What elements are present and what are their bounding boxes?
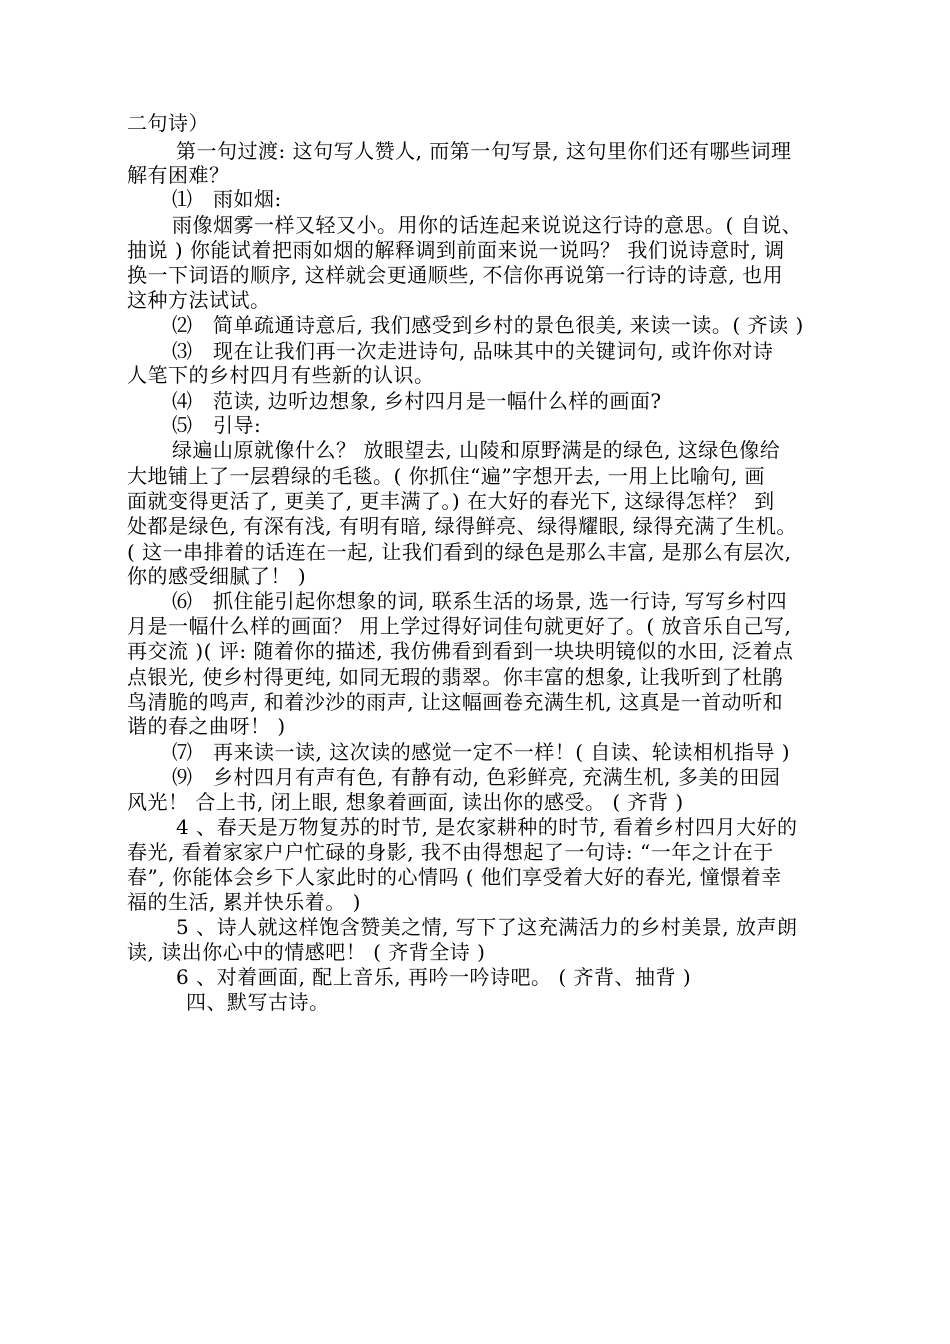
text-line: 再交流 )( 评: 随着你的描述, 我仿佛看到看到一块块明镜似的水田, 泛着点 xyxy=(127,639,794,663)
text-line: 这种方法试试。 xyxy=(127,288,271,312)
text-line: 面就变得更活了, 更美了, 更丰满了。) 在大好的春光下, 这绿得怎样？ 到 xyxy=(127,489,775,513)
section-item-5: 5 、诗人就这样饱含赞美之情, 写下了这充满活力的乡村美景, 放声朗 xyxy=(176,915,798,939)
text-line: 春光, 看着家家户户忙碌的身影, 我不由得想起了一句诗: “一年之计在于 xyxy=(127,840,774,864)
text-line: 月是一幅什么样的画面？ 用上学过得好词佳句就更好了。( 放音乐自己写, xyxy=(127,614,792,638)
text-line: 绿遍山原就像什么？ 放眼望去, 山陵和原野满是的绿色, 这绿色像给 xyxy=(172,438,781,462)
section-item-6: 6 、对着画面, 配上音乐, 再吟一吟诗吧。 ( 齐背、抽背 ) xyxy=(176,965,692,989)
text-line: 人笔下的乡村四月有些新的认识。 xyxy=(127,363,435,387)
section-item-4: 4 、春天是万物复苏的时节, 是农家耕种的时节, 看着乡村四月大好的 xyxy=(176,815,798,839)
text-line: 谐的春之曲呀！ ) xyxy=(127,714,286,738)
text-line: 解有困难？ xyxy=(127,163,230,187)
list-item-1: ⑴ 雨如烟: xyxy=(172,187,282,211)
text-line: 鸟清脆的鸣声, 和着沙沙的雨声, 让这幅画卷充满生机, 这真是一首动听和 xyxy=(127,690,784,714)
text-line: 你的感受细腻了！ ) xyxy=(127,564,307,588)
text-line: 春”, 你能体会乡下人家此时的心情吗 ( 他们享受着大好的春光, 憧憬着幸 xyxy=(127,865,782,889)
text-line: 福的生活, 累并快乐着。 ) xyxy=(127,890,361,914)
list-item-6: ⑹ 抓住能引起你想象的词, 联系生活的场景, 选一行诗, 写写乡村四 xyxy=(172,589,788,613)
list-item-3: ⑶ 现在让我们再一次走进诗句, 品味其中的关键词句, 或许你对诗 xyxy=(172,339,774,363)
text-line: 大地铺上了一层碧绿的毛毯。( 你抓住“遍”字想开去, 一用上比喻句, 画 xyxy=(127,464,766,488)
text-line: 读, 读出你心中的情感吧！ ( 齐背全诗 ) xyxy=(127,940,486,964)
section-heading-4: 四、默写古诗。 xyxy=(186,990,330,1014)
text-line: 二句诗） xyxy=(127,111,209,135)
text-line: 点银光, 使乡村得更纯, 如同无瑕的翡翠。你丰富的想象, 让我听到了杜鹃 xyxy=(127,665,784,689)
text-line: 处都是绿色, 有深有浅, 有明有暗, 绿得鲜亮、绿得耀眼, 绿得充满了生机。 xyxy=(127,514,797,538)
text-line: 风光！ 合上书, 闭上眼, 想象着画面, 读出你的感受。 ( 齐背 ) xyxy=(127,790,684,814)
list-item-5: ⑸ 引导: xyxy=(172,413,262,437)
list-item-7: ⑺ 再来读一读, 这次读的感觉一定不一样！( 自读、轮读相机指导 ) xyxy=(172,740,791,764)
text-line: 第一句过渡: 这句写人赞人, 而第一句写景, 这句里你们还有哪些词理 xyxy=(176,139,792,163)
text-line: 抽说 ) 你能试着把雨如烟的解释调到前面来说一说吗？ 我们说诗意时, 调 xyxy=(127,238,785,262)
list-item-2: ⑵ 简单疏通诗意后, 我们感受到乡村的景色很美, 来读一读。( 齐读 ) xyxy=(172,313,804,337)
list-item-9: ⑼ 乡村四月有声有色, 有静有动, 色彩鲜亮, 充满生机, 多美的田园 xyxy=(172,765,781,789)
text-line: ( 这一串排着的话连在一起, 让我们看到的绿色是那么丰富, 是那么有层次, xyxy=(127,540,792,564)
list-item-4: ⑷ 范读, 边听边想象, 乡村四月是一幅什么样的画面? xyxy=(172,389,662,413)
text-line: 雨像烟雾一样又轻又小。用你的话连起来说说这行诗的意思。( 自说、 xyxy=(172,213,803,237)
text-line: 换一下词语的顺序, 这样就会更通顺些, 不信你再说第一行诗的诗意, 也用 xyxy=(127,263,784,287)
